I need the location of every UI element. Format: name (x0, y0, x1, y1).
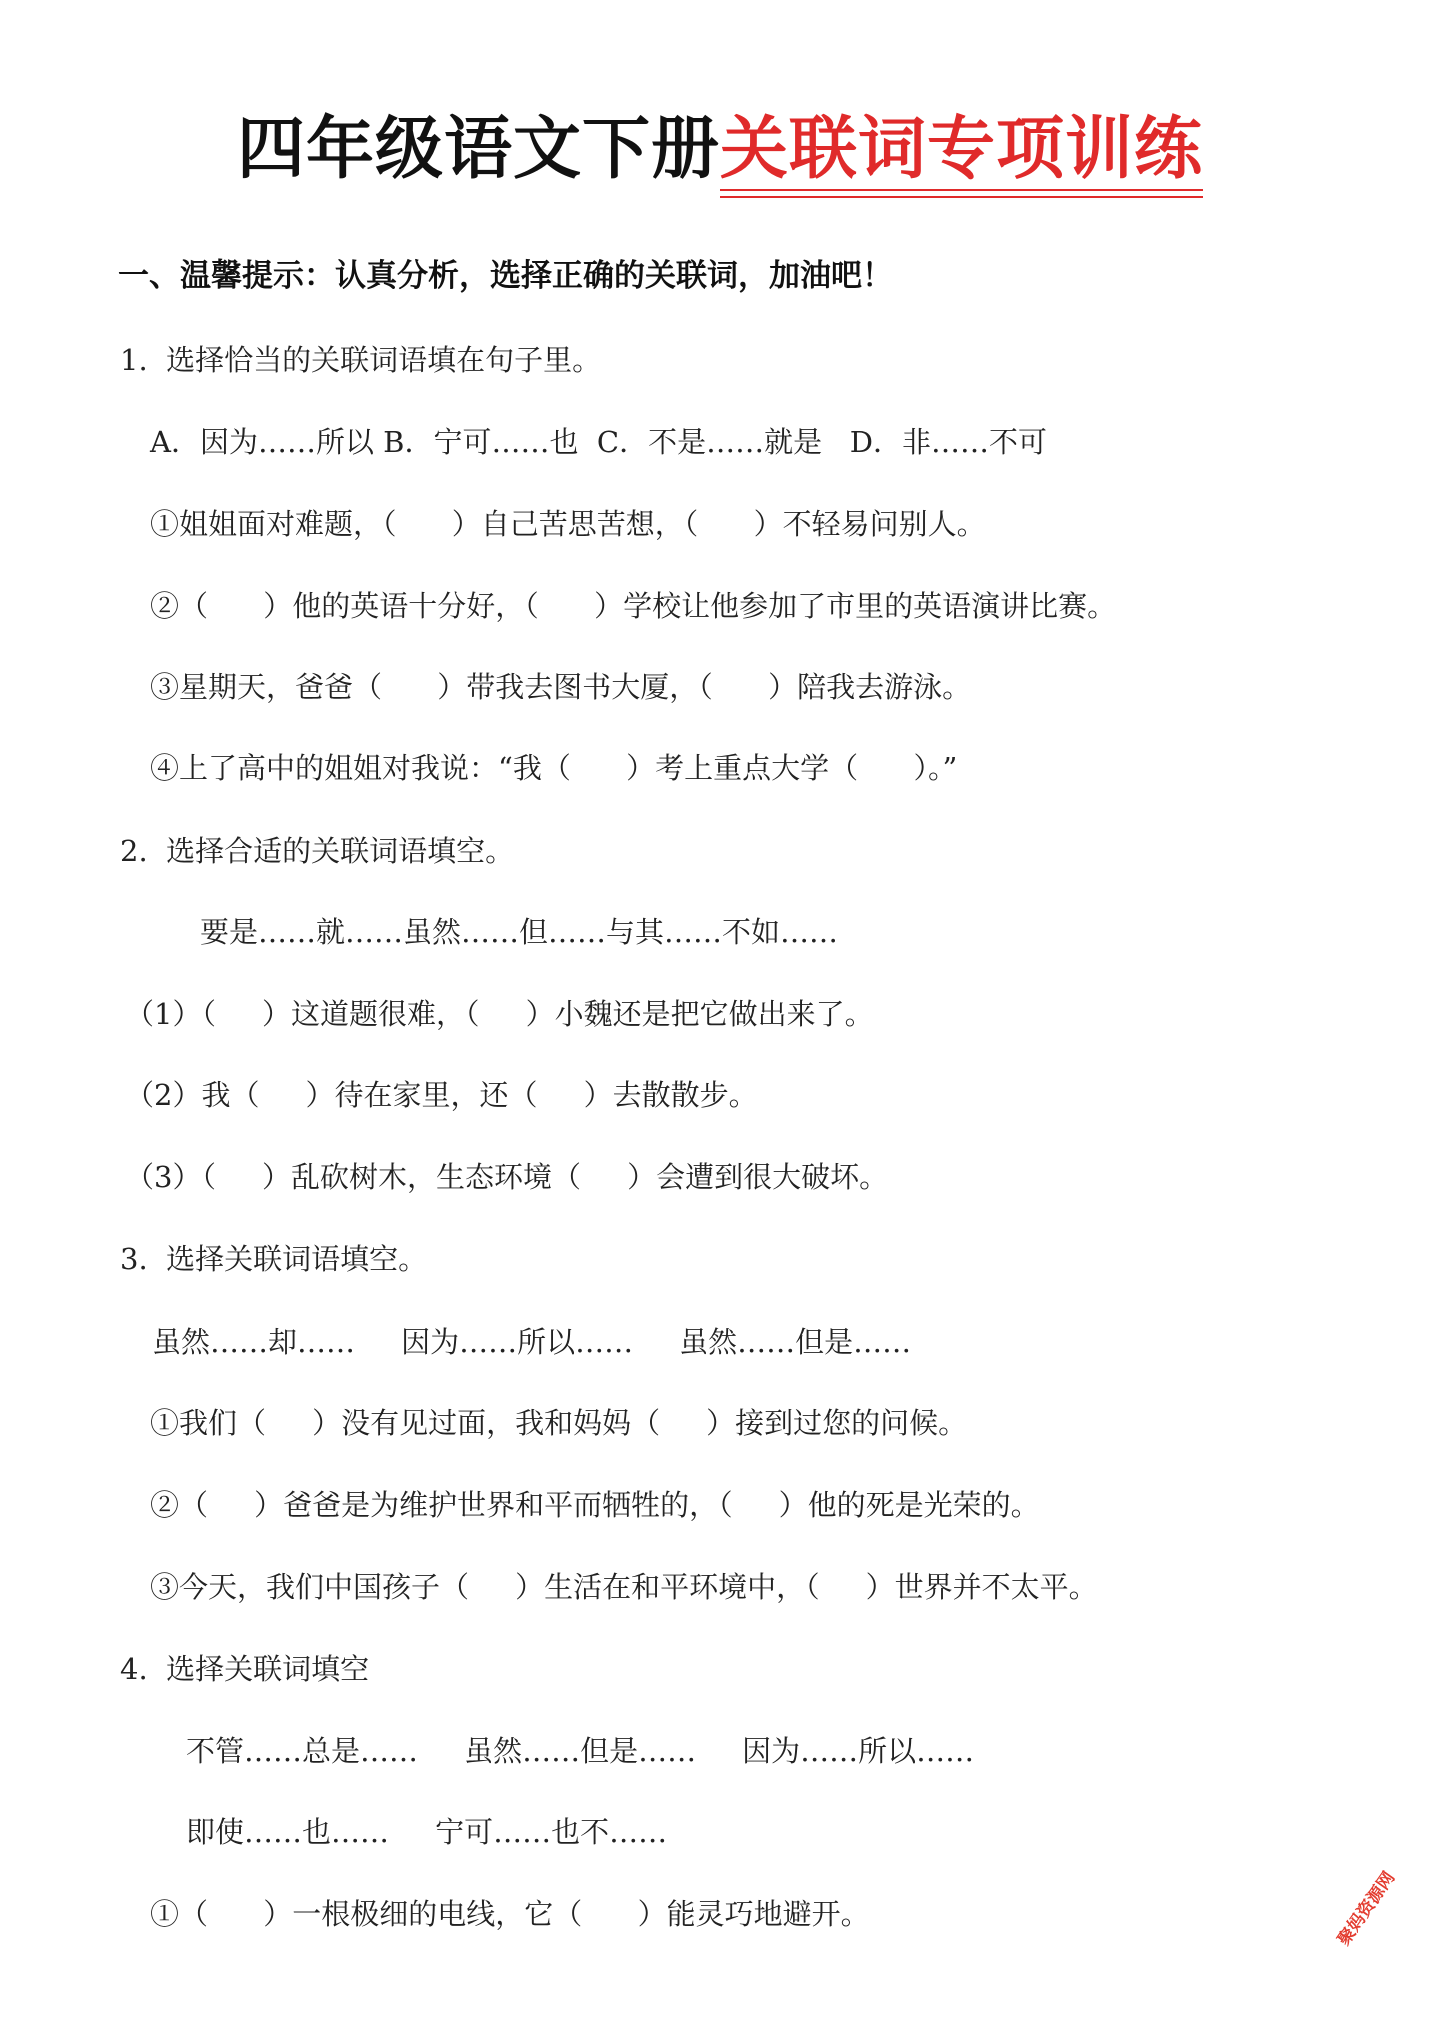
q3-heading: 3. 选择关联词语填空。 (120, 1242, 428, 1276)
q1-heading: 1. 选择恰当的关联词语填在句子里。 (120, 343, 602, 377)
q1-options: A．因为……所以 B．宁可……也 C．不是……就是 D．非……不可 (150, 425, 1048, 459)
page-title (0, 95, 1440, 192)
q3-item-3: ③今天，我们中国孩子（ ）生活在和平环境中，（ ）世界并不太平。 (150, 1570, 1098, 1604)
watermark: 聚妈资源网 (1334, 1868, 1400, 1950)
title-red-part: 关联词专项训练 (720, 95, 1203, 192)
q3-options: 虽然……却…… 因为……所以…… 虽然……但是…… (152, 1325, 912, 1359)
q4-heading: 4. 选择关联词填空 (120, 1652, 370, 1686)
q1-item-2: ②（ ）他的英语十分好，（ ）学校让他参加了市里的英语演讲比赛。 (150, 589, 1117, 623)
q2-item-3: （3）（ ）乱砍树木，生态环境（ ）会遭到很大破坏。 (125, 1160, 889, 1194)
q1-item-3: ③星期天，爸爸（ ）带我去图书大厦，（ ）陪我去游泳。 (150, 670, 972, 704)
q2-heading: 2. 选择合适的关联词语填空。 (120, 834, 515, 868)
q4-options-row2: 即使……也…… 宁可……也不…… (186, 1815, 668, 1849)
q3-item-2: ②（ ）爸爸是为维护世界和平而牺牲的，（ ）他的死是光荣的。 (150, 1488, 1040, 1522)
q3-item-1: ①我们（ ）没有见过面，我和妈妈（ ）接到过您的问候。 (150, 1406, 968, 1440)
q2-item-1: （1）（ ）这道题很难，（ ）小魏还是把它做出来了。 (125, 997, 874, 1031)
q2-options: 要是……就……虽然……但……与其……不如…… (200, 915, 839, 949)
q1-item-1: ①姐姐面对难题，（ ）自己苦思苦想，（ ）不轻易问别人。 (150, 507, 986, 541)
title-black-part: 四年级语文下册 (236, 110, 720, 189)
q4-item-1: ①（ ）一根极细的电线，它（ ）能灵巧地避开。 (150, 1897, 870, 1931)
q1-item-4: ④上了高中的姐姐对我说：“我（ ）考上重点大学（ ）。” (150, 751, 958, 785)
section-header: 一、温馨提示：认真分析，选择正确的关联词，加油吧！ (118, 258, 893, 294)
q2-item-2: （2）我（ ）待在家里，还（ ）去散散步。 (125, 1078, 758, 1112)
q4-options-row1: 不管……总是…… 虽然……但是…… 因为……所以…… (186, 1734, 975, 1768)
